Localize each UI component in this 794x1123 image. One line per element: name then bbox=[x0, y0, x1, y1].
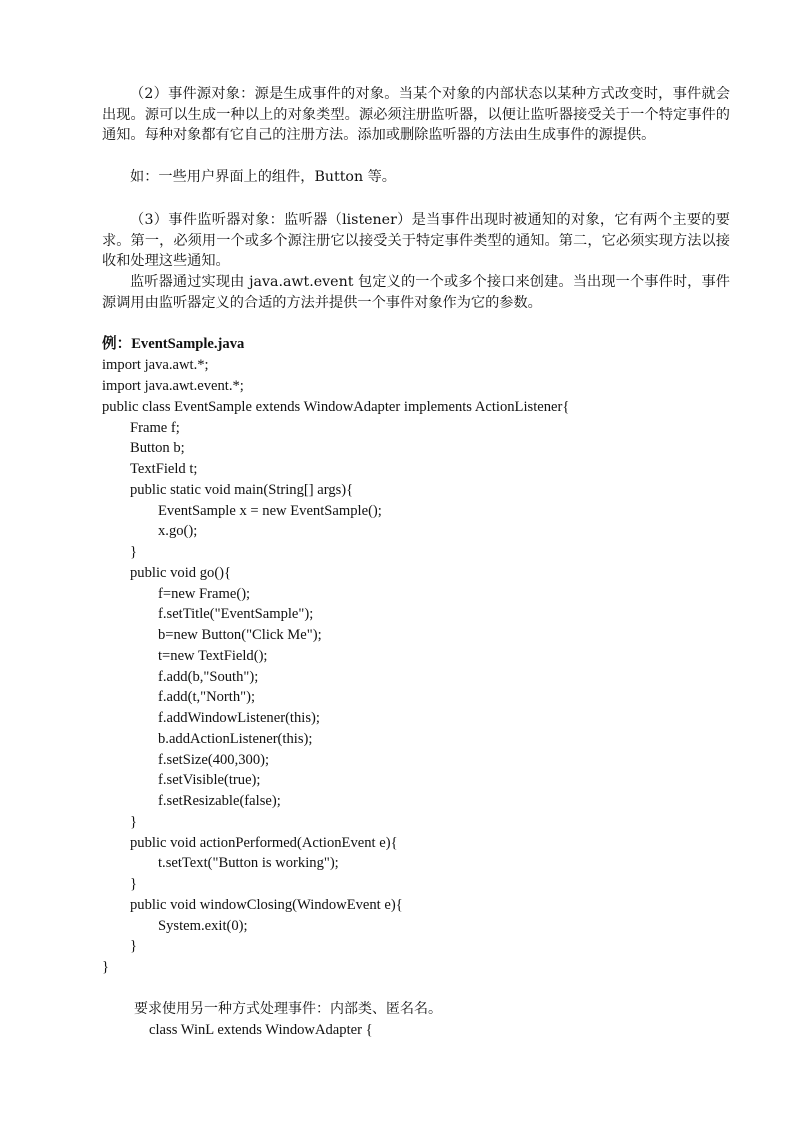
code-line: x.go(); bbox=[158, 523, 198, 539]
code-line: f.add(b,"South"); bbox=[158, 669, 259, 685]
code-line: b.addActionListener(this); bbox=[158, 731, 313, 747]
paragraph-event-source: （2）事件源对象：源是生成事件的对象。当某个对象的内部状态以某种方式改变时，事件就会出现。源可以生成一种以上的对象类型。源必须注册监听器，以便让监听器接受关于一个特定事件的通知。每种对象都有它自己的注册方法。添加或删除监听器的方法由生成事件的源提供。 bbox=[102, 86, 730, 143]
code-line: } bbox=[130, 938, 138, 954]
code-line: t=new TextField(); bbox=[158, 648, 268, 664]
code-line: public static void main(String[] args){ bbox=[130, 482, 354, 498]
paragraph-listener-implementation: 监听器通过实现由 java.awt.event 包定义的一个或多个接口来创建。当出现一个事件时，事件源调用由监听器定义的合适的方法并提供一个事件对象作为它的参数。 bbox=[102, 274, 730, 311]
code-line: f.add(t,"North"); bbox=[158, 689, 256, 705]
code-line: f.setTitle("EventSample"); bbox=[158, 606, 314, 622]
code-line: System.exit(0); bbox=[158, 918, 248, 934]
code-line: public void go(){ bbox=[130, 565, 232, 581]
code-line: import java.awt.*; bbox=[102, 357, 209, 373]
code-line: f.setSize(400,300); bbox=[158, 752, 270, 768]
code-line: TextField t; bbox=[130, 461, 198, 477]
code-line: } bbox=[130, 876, 138, 892]
code-line: public void windowClosing(WindowEvent e){ bbox=[130, 897, 403, 913]
code-line-tail: class WinL extends WindowAdapter { bbox=[149, 1022, 373, 1038]
code-line: Button b; bbox=[130, 440, 185, 456]
code-line: public class EventSample extends WindowAdapter implements ActionListener{ bbox=[102, 399, 570, 415]
code-line: f.addWindowListener(this); bbox=[158, 710, 320, 726]
code-line: Frame f; bbox=[130, 420, 180, 436]
code-line: f=new Frame(); bbox=[158, 586, 251, 602]
code-line: } bbox=[102, 959, 110, 975]
code-line: t.setText("Button is working"); bbox=[158, 855, 339, 871]
code-line: import java.awt.event.*; bbox=[102, 378, 244, 394]
code-line: } bbox=[130, 544, 138, 560]
code-line: public void actionPerformed(ActionEvent e){ bbox=[130, 835, 398, 851]
code-line: EventSample x = new EventSample(); bbox=[158, 503, 382, 519]
paragraph-event-listener: （3）事件监听器对象：监听器（listener）是当事件出现时被通知的对象，它有两个主要的要求。第一，必须用一个或多个源注册它以接受关于特定事件类型的通知。第二，它必须实现方法以接收和处理这些通知。 bbox=[102, 212, 730, 269]
paragraph-event-source-example: 如：一些用户界面上的组件，Button 等。 bbox=[130, 169, 396, 185]
example-title: 例：EventSample.java bbox=[102, 336, 245, 352]
requirement-text: 要求使用另一种方式处理事件：内部类、匿名名。 bbox=[134, 1001, 442, 1017]
code-line: f.setResizable(false); bbox=[158, 793, 281, 809]
code-line: b=new Button("Click Me"); bbox=[158, 627, 322, 643]
code-line: } bbox=[130, 814, 138, 830]
code-line: f.setVisible(true); bbox=[158, 772, 261, 788]
